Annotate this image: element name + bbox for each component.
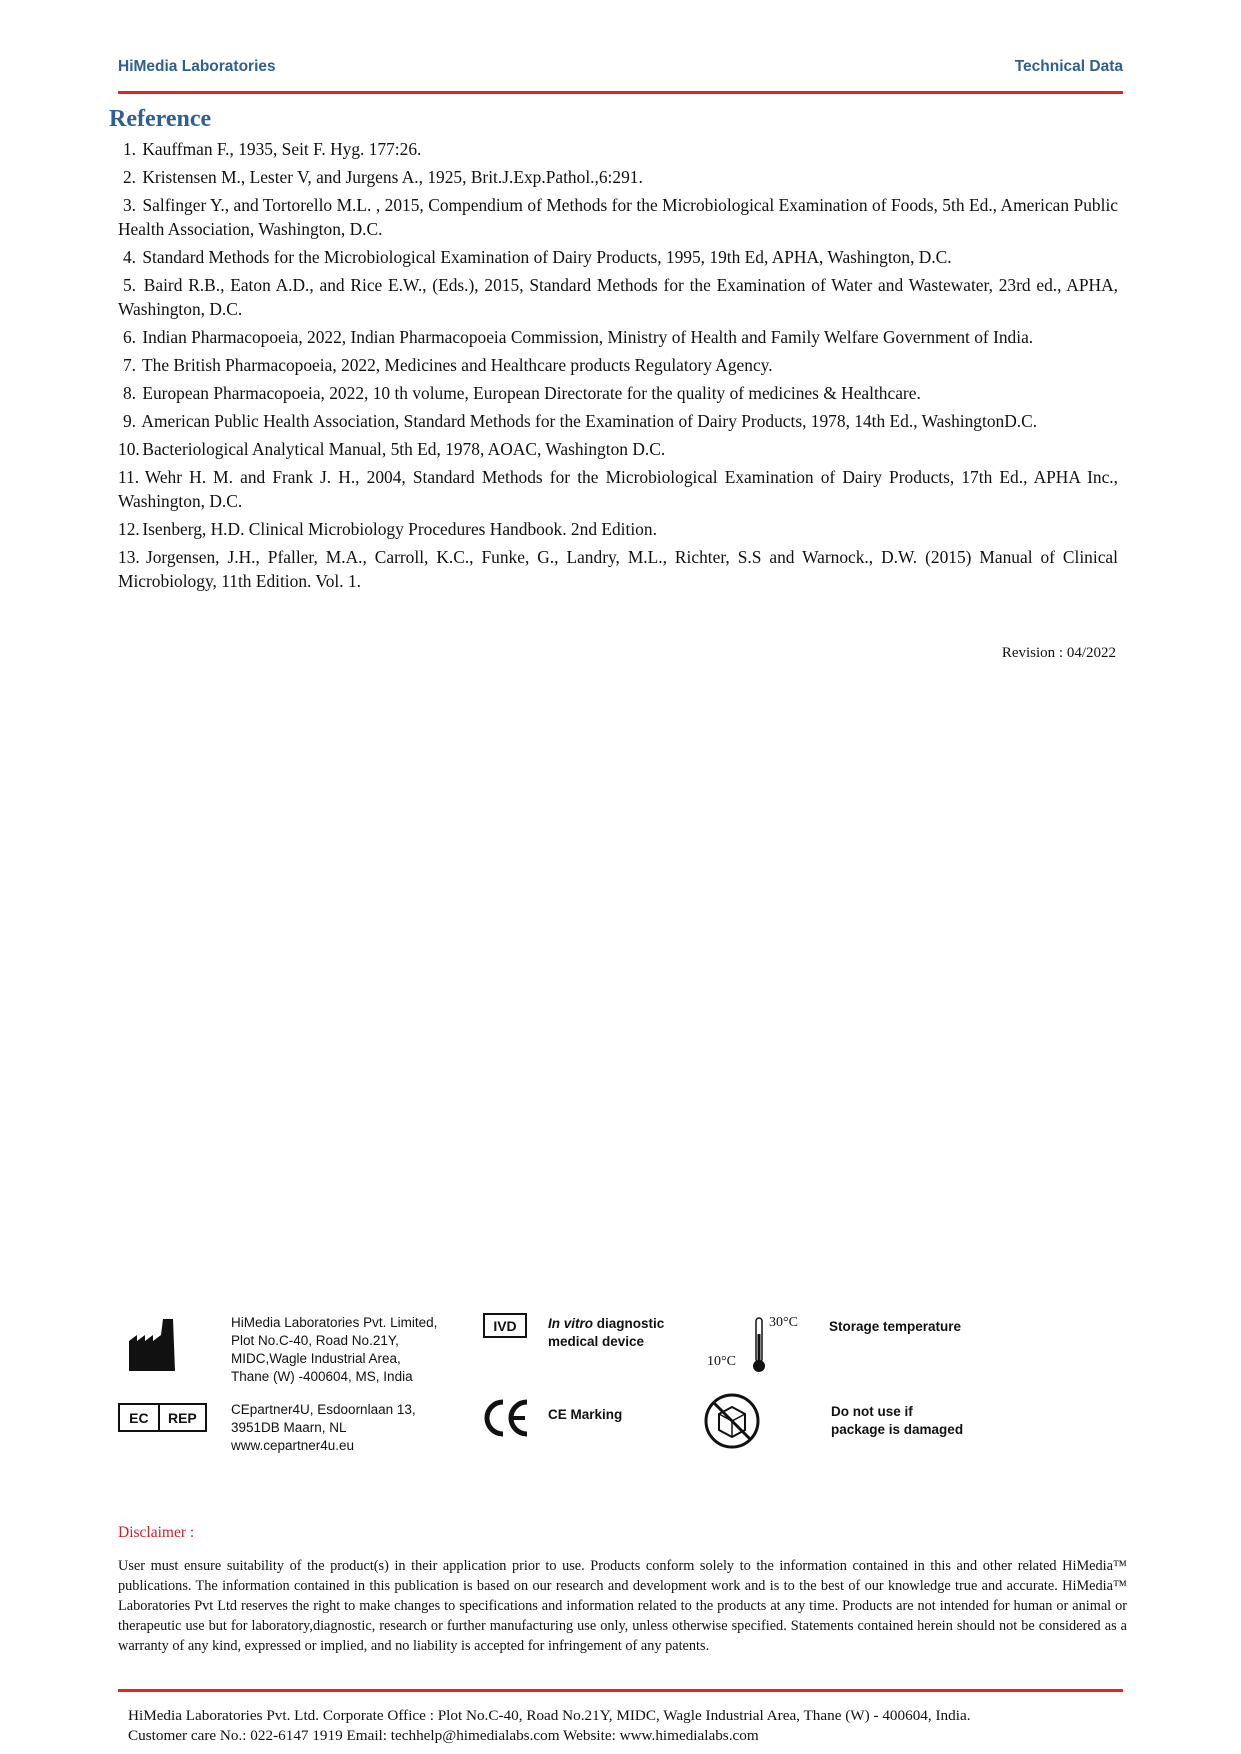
header-rule [118, 91, 1123, 94]
damaged-label: Do not use if package is damaged [831, 1404, 964, 1437]
reference-item: 7. The British Pharmacopoeia, 2022, Medicines and Healthcare products Regulatory Agency. [122, 355, 773, 375]
ivd-icon: IVD [483, 1313, 527, 1338]
thermometer-icon [750, 1316, 770, 1376]
ivd-label: In vitro diagnostic medical device [548, 1316, 665, 1349]
storage-lower-temp: 10°C [707, 1354, 736, 1369]
ec-rep-address: CEpartner4U, Esdoornlaan 13, 3951DB Maarn, NL www.cepartner4u.eu [231, 1402, 416, 1453]
header-doc-type: Technical Data [1014, 58, 1123, 75]
reference-item: 5. Baird R.B., Eaton A.D., and Rice E.W., (Eds.), 2015, Standard Methods for the Examination of Water and Wastewater, 23rd ed., APHA, Washington, D.C. [118, 275, 1118, 319]
header-company: HiMedia Laboratories [118, 58, 276, 75]
disclaimer-text: User must ensure suitability of the product(s) in their application prior to use. Products conform solely to the information contained in this and other related HiMedia™ publications. The information contained in this publication is based on our research and development work and is to the best of our knowledge true and accurate. HiMedia™ Laboratories Pvt Ltd reserves the right to make changes to specifications and information related to the products at any time. Products are not intended for human or animal or therapeutic use but for laboratory,diagnostic, research or further manufacturing use only, unless otherwise specified. Statements contained herein should not be considered as a warranty of any kind, expressed or implied, and no liability is accepted for infringement of any patents. [118, 1558, 1127, 1654]
reference-heading: Reference [109, 106, 212, 132]
reference-item: 11. Wehr H. M. and Frank J. H., 2004, Standard Methods for the Microbiological Examination of Dairy Products, 17th Ed., APHA Inc., Washington, D.C. [118, 467, 1118, 511]
reference-item: 3. Salfinger Y., and Tortorello M.L. , 2015, Compendium of Methods for the Microbiological Examination of Foods, 5th Ed., American Public Health Association, Washington, D.C. [118, 195, 1118, 239]
reference-item: 6. Indian Pharmacopoeia, 2022, Indian Pharmacopoeia Commission, Ministry of Health and Family Welfare Government of India. [122, 327, 1034, 347]
reference-item: 2. Kristensen M., Lester V, and Jurgens A., 1925, Brit.J.Exp.Pathol.,6:291. [122, 167, 643, 187]
footer-address: HiMedia Laboratories Pvt. Ltd. Corporate Office : Plot No.C-40, Road No.21Y, MIDC, Wagle Industrial Area, Thane (W) - 400604, India. [128, 1707, 971, 1724]
reference-item: 12. Isenberg, H.D. Clinical Microbiology Procedures Handbook. 2nd Edition. [118, 519, 657, 539]
footer-contact: Customer care No.: 022-6147 1919 Email: techhelp@himedialabs.com Website: www.himedialabs.com [128, 1727, 759, 1744]
reference-item: 8. European Pharmacopoeia, 2022, 10 th volume, European Directorate for the quality of medicines & Healthcare. [122, 383, 921, 403]
reference-item: 1. Kauffman F., 1935, Seit F. Hyg. 177:26. [122, 139, 422, 159]
manufacturer-address: HiMedia Laboratories Pvt. Limited, Plot No.C-40, Road No.21Y, MIDC,Wagle Industrial Area, Thane (W) -400604, MS, India [231, 1315, 438, 1384]
factory-icon [127, 1319, 181, 1373]
reference-item: 13. Jorgensen, J.H., Pfaller, M.A., Carroll, K.C., Funke, G., Landry, M.L., Richter, S.S and Warnock., D.W. (2015) Manual of Clinical Microbiology, 11th Edition. Vol. 1. [118, 547, 1118, 591]
damaged-package-icon [703, 1392, 761, 1450]
reference-item: 4. Standard Methods for the Microbiological Examination of Dairy Products, 1995, 19th Ed, APHA, Washington, D.C. [122, 247, 952, 267]
ce-label: CE Marking [548, 1407, 623, 1422]
revision-label: Revision : 04/2022 [1001, 645, 1116, 661]
ce-mark-icon [483, 1396, 531, 1440]
disclaimer-title: Disclaimer : [118, 1524, 195, 1541]
footer-rule [118, 1689, 1123, 1692]
reference-item: 9. American Public Health Association, Standard Methods for the Examination of Dairy Products, 1978, 14th Ed., WashingtonD.C. [122, 411, 1038, 431]
reference-list [118, 137, 1118, 597]
storage-upper-temp: 30°C [769, 1315, 798, 1330]
ec-rep-icon: EC REP [118, 1403, 207, 1432]
footer [128, 1706, 971, 1746]
reference-item: 10. Bacteriological Analytical Manual, 5th Ed, 1978, AOAC, Washington D.C. [118, 439, 666, 459]
storage-label: Storage temperature [829, 1319, 962, 1334]
